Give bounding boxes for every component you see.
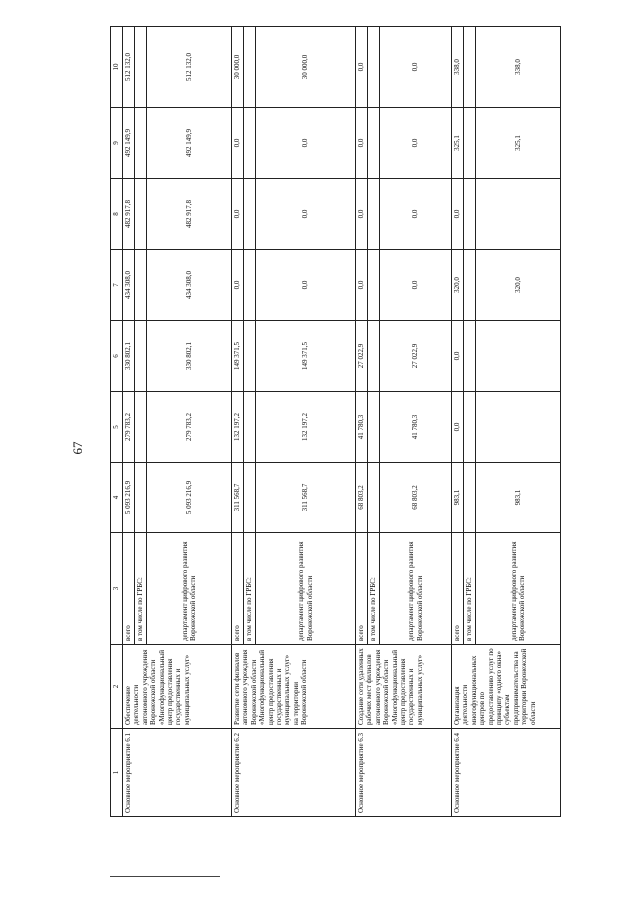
- header-cell: 7: [111, 250, 123, 321]
- incl-label: в том числе по ГРБС:: [368, 533, 380, 645]
- total-label: всего: [123, 533, 135, 645]
- value-cell: 27 022,9: [356, 321, 368, 392]
- value-cell: 41 780,3: [356, 392, 368, 463]
- value-cell: 983,1: [452, 463, 464, 533]
- header-cell: 2: [111, 645, 123, 729]
- value-cell: 149 371,5: [232, 321, 244, 392]
- budget-table: [110, 26, 561, 817]
- value-cell: 983,1: [476, 463, 561, 533]
- total-label: всего: [356, 533, 368, 645]
- value-cell: 311 568,7: [232, 463, 244, 533]
- value-cell: 279 783,2: [123, 392, 135, 463]
- event-cell: Основное мероприятие 6.3: [356, 729, 452, 817]
- value-cell: 330 802,1: [147, 321, 232, 392]
- value-cell: 311 568,7: [256, 463, 356, 533]
- table-row: [356, 27, 368, 817]
- value-cell: [476, 179, 561, 250]
- table-row: [123, 27, 135, 817]
- value-cell: 0,0: [380, 179, 452, 250]
- value-cell: 68 803,2: [356, 463, 368, 533]
- footer-divider: [110, 876, 220, 877]
- value-cell: 320,0: [452, 250, 464, 321]
- table-row: [232, 27, 244, 817]
- header-cell: 4: [111, 463, 123, 533]
- event-cell: Основное мероприятие 6.1: [123, 729, 232, 817]
- value-cell: 434 308,0: [123, 250, 135, 321]
- value-cell: 0,0: [356, 179, 368, 250]
- value-cell: [476, 392, 561, 463]
- value-cell: 0,0: [356, 108, 368, 179]
- value-cell: 41 780,3: [380, 392, 452, 463]
- value-cell: 338,0: [452, 27, 464, 108]
- total-label: всего: [452, 533, 464, 645]
- header-cell: 1: [111, 729, 123, 817]
- value-cell: 0,0: [356, 250, 368, 321]
- page-number: 67: [70, 441, 85, 455]
- value-cell: 512 132,0: [147, 27, 232, 108]
- value-cell: 325,1: [476, 108, 561, 179]
- value-cell: 149 371,5: [256, 321, 356, 392]
- value-cell: 320,0: [476, 250, 561, 321]
- header-cell: 6: [111, 321, 123, 392]
- incl-label: в том числе по ГРБС:: [135, 533, 147, 645]
- value-cell: 0,0: [380, 108, 452, 179]
- incl-label: в том числе по ГРБС:: [464, 533, 476, 645]
- value-cell: 5 093 216,9: [147, 463, 232, 533]
- value-cell: 132 197,2: [232, 392, 244, 463]
- value-cell: 27 022,9: [380, 321, 452, 392]
- value-cell: 482 917,8: [147, 179, 232, 250]
- department-cell: департамент цифрового развития Воронежской области: [380, 533, 452, 645]
- incl-label: в том числе по ГРБС:: [244, 533, 256, 645]
- description-cell: Обеспечение деятельности автономного учреждения Воронежской области «Многофункциональный центр предоставления государственных и муниципальных услуг»: [123, 645, 232, 729]
- value-cell: 434 308,0: [147, 250, 232, 321]
- value-cell: [476, 321, 561, 392]
- value-cell: 0,0: [232, 179, 244, 250]
- value-cell: 0,0: [452, 321, 464, 392]
- header-cell: 9: [111, 108, 123, 179]
- event-cell: Основное мероприятие 6.2: [232, 729, 356, 817]
- department-cell: департамент цифрового развития Воронежской области: [476, 533, 561, 645]
- value-cell: 0,0: [356, 27, 368, 108]
- rotated-table-container: [110, 27, 537, 817]
- header-cell: 10: [111, 27, 123, 108]
- value-cell: 30 000,0: [232, 27, 244, 108]
- description-cell: Развитие сети филиалов автономного учреждения Воронежской области «Многофункциональный центр предоставления государственных и муниципальных услуг» на территории Воронежской области: [232, 645, 356, 729]
- value-cell: 492 149,9: [123, 108, 135, 179]
- value-cell: 0,0: [232, 108, 244, 179]
- value-cell: 0,0: [452, 179, 464, 250]
- table-row: [452, 27, 464, 817]
- department-cell: департамент цифрового развития Воронежской области: [256, 533, 356, 645]
- value-cell: 0,0: [256, 108, 356, 179]
- value-cell: 482 917,8: [123, 179, 135, 250]
- value-cell: 132 197,2: [256, 392, 356, 463]
- value-cell: 0,0: [380, 250, 452, 321]
- value-cell: 0,0: [380, 27, 452, 108]
- value-cell: 0,0: [452, 392, 464, 463]
- value-cell: 330 802,1: [123, 321, 135, 392]
- value-cell: 492 149,9: [147, 108, 232, 179]
- value-cell: 338,0: [476, 27, 561, 108]
- value-cell: 30 000,0: [256, 27, 356, 108]
- header-cell: 8: [111, 179, 123, 250]
- value-cell: 325,1: [452, 108, 464, 179]
- total-label: всего: [232, 533, 244, 645]
- value-cell: 0,0: [256, 179, 356, 250]
- description-cell: Организация деятельности многофункциональных центров по предоставлению услуг по принципу «одного окна» субъектам предпринимательства на территории Воронежской области: [452, 645, 561, 729]
- value-cell: 5 093 216,9: [123, 463, 135, 533]
- header-cell: 3: [111, 533, 123, 645]
- header-row: [111, 27, 123, 817]
- value-cell: 279 783,2: [147, 392, 232, 463]
- value-cell: 512 132,0: [123, 27, 135, 108]
- header-cell: 5: [111, 392, 123, 463]
- department-cell: департамент цифрового развития Воронежской области: [147, 533, 232, 645]
- value-cell: 68 803,2: [380, 463, 452, 533]
- value-cell: 0,0: [232, 250, 244, 321]
- event-cell: Основное мероприятие 6.4: [452, 729, 561, 817]
- value-cell: 0,0: [256, 250, 356, 321]
- description-cell: Создание сети удаленных рабочих мест филиалов автономного учреждения Воронежской области «Многофункциональный центр предоставления государственных и муниципальных услуг»: [356, 645, 452, 729]
